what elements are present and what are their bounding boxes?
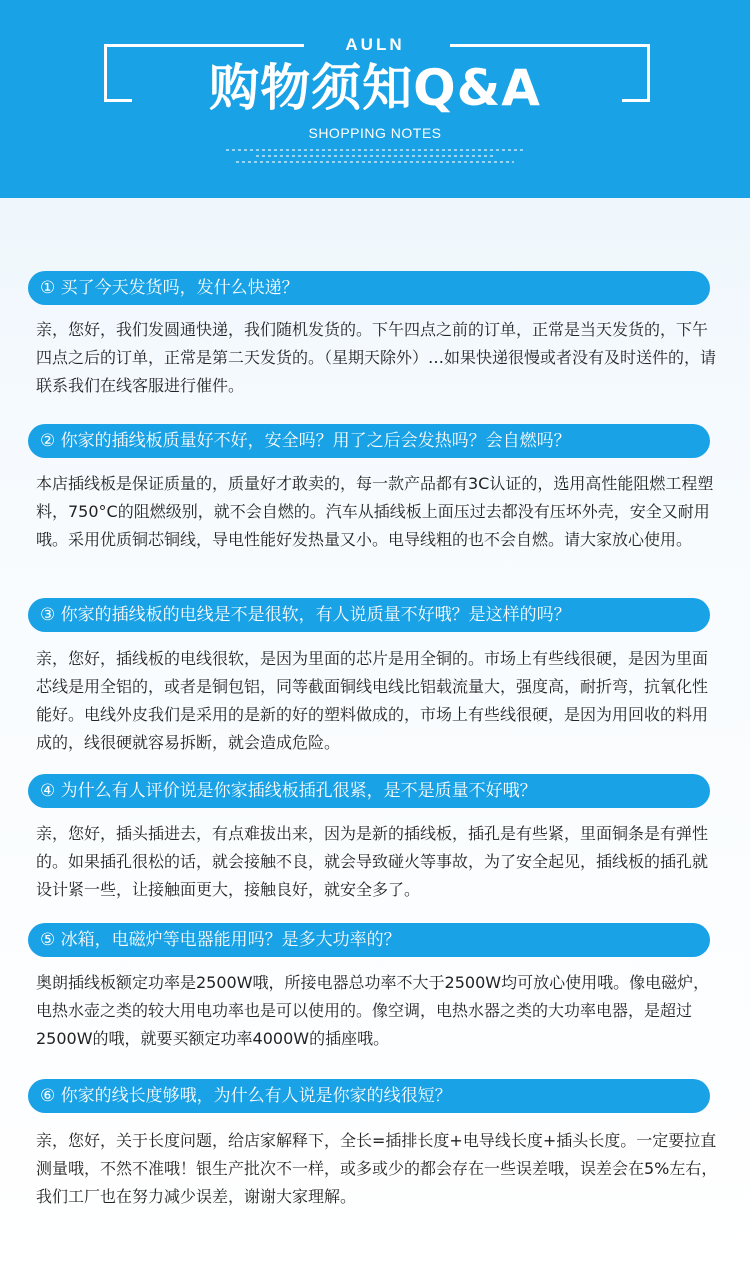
decorative-line — [236, 161, 514, 163]
faq-answer-1: 亲，您好，我们发圆通快递，我们随机发货的。下午四点之前的订单，正常是当天发货的，下午四点之后的订单，正常是第二天发货的。（星期天除外）…如果快递很慢或者没有及时送件的，请联系我们在线客服进行催件。 — [36, 320, 717, 395]
page-subtitle: SHOPPING NOTES — [308, 125, 442, 141]
faq-question-1: ① 买了今天发货吗，发什么快递？ — [28, 271, 710, 305]
faq-answer-3: 亲，您好，插线板的电线很软，是因为里面的芯片是用全铜的。市场上有些线很硬，是因为里面芯线是用全铝的，或者是铜包铝，同等截面铜线电线比铝载流量大，强度高，耐折弯，抗氧化性能好。电线外皮我们是采用的是新的好的塑料做成的，市场上有些线很硬，是因为用回收的料用成的，线很硬就容易拆断，就会造成危险。 — [36, 649, 709, 752]
faq-answer-6: 亲，您好，关于长度问题，给店家解释下，全长=插排长度+电导线长度+插头长度。一定要拉直测量哦，不然不准哦！银生产批次不一样，或多或少的都会存在一些误差哦，误差会在5%左右，我们工厂也在努力减少误差，谢谢大家理解。 — [36, 1131, 718, 1206]
brand-logo: AULN — [345, 35, 405, 54]
faq-question-4: ④ 为什么有人评价说是你家插线板插孔很紧，是不是质量不好哦？ — [28, 774, 710, 808]
faq-question-6: ⑥ 你家的线长度够哦，为什么有人说是你家的线很短？ — [28, 1079, 710, 1113]
faq-question-2: ② 你家的插线板质量好不好，安全吗？用了之后会发热吗？会自燃吗？ — [28, 424, 710, 458]
decorative-line — [256, 155, 494, 157]
decorative-line — [226, 149, 524, 151]
faq-question-3: ③ 你家的插线板的电线是不是很软，有人说质量不好哦？是这样的吗？ — [28, 598, 710, 632]
page-title: 购物须知Q&A — [209, 59, 541, 117]
faq-answer-5: 奥朗插线板额定功率是2500W哦，所接电器总功率不大于2500W均可放心使用哦。像电磁炉，电热水壶之类的较大用电功率也是可以使用的。像空调，电热水器之类的大功率电器，是超过2500W的哦，就要买额定功率4000W的插座哦。 — [36, 973, 710, 1048]
faq-question-5: ⑤ 冰箱，电磁炉等电器能用吗？是多大功率的？ — [28, 923, 710, 957]
faq-answer-4: 亲，您好，插头插进去，有点难拔出来，因为是新的插线板，插孔是有些紧，里面铜条是有弹性的。如果插孔很松的话，就会接触不良，就会导致碰火等事故，为了安全起见，插线板的插孔就设计紧一些，让接触面更大，接触良好，就安全多了。 — [36, 824, 709, 899]
faq-answer-2: 本店插线板是保证质量的，质量好才敢卖的，每一款产品都有3C认证的，选用高性能阻燃工程塑料，750°C的阻燃级别，就不会自燃的。汽车从插线板上面压过去都没有压坏外壳，安全又耐用哦。采用优质铜芯铜线，导电性能好发热量又小。电导线粗的也不会自燃。请大家放心使用。 — [36, 474, 714, 549]
header-banner — [0, 0, 750, 198]
